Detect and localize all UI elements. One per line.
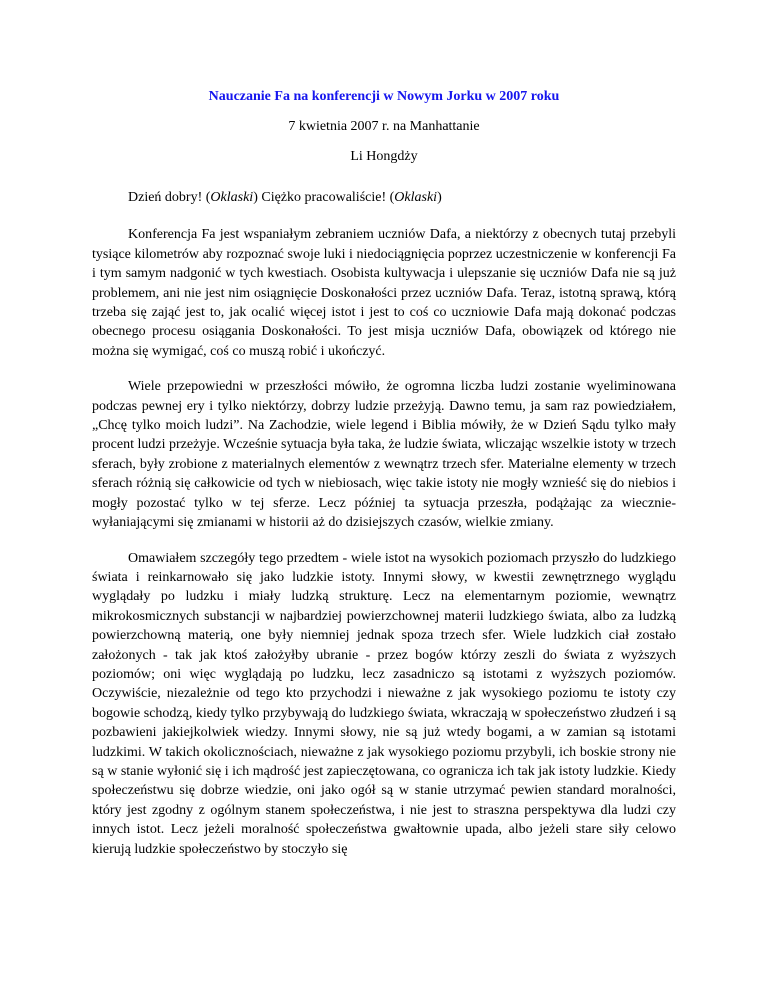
document-date-place: 7 kwietnia 2007 r. na Manhattanie: [288, 119, 480, 134]
body-paragraph-2: Wiele przepowiedni w przeszłości mówiło, że ogromna liczba ludzi zostanie wyeliminowana podczas pewnej ery i tylko niektórzy, dobrzy ludzie przeżyją. Dawno temu, ja sam raz powiedziałem, „Chcę tylko moich ludzi”. Na Zachodzie, wiele legend i Biblia mówiły, że w Dzień Sądu tylko mały procent ludzi przeżyje. Wcześnie sytuacja była taka, że ludzie świata, wliczając wszelkie istoty w trzech sferach, były zrobione z materialnych elementów z wewnątrz trzech sfer. Materialne elementy w trzech sferach różnią się całkowicie od tych w niebiosach, więc takie istoty nie mogły wznieść się do niebios i mogły pozostać tylko w tej sferze. Lecz później ta sytuacja przeszła, podążając za wiecznie-wyłaniającymi się zmianami w historii aż do dzisiejszych czasów, wielkie zmiany.: [92, 379, 676, 531]
document-author: Li Hongdży: [350, 149, 418, 164]
applause-note-2: Oklaski: [394, 190, 438, 205]
document-title: Nauczanie Fa na konferencji w Nowym Jorku w 2007 roku: [208, 89, 560, 104]
greeting-text-2: ) Ciężko pracowaliście! (: [253, 190, 395, 205]
applause-note-1: Oklaski: [210, 190, 254, 205]
greeting-paragraph: [92, 188, 676, 207]
greeting-text-1: Dzień dobry! (: [128, 190, 211, 205]
greeting-text-3: ): [437, 190, 442, 205]
body-paragraph-1: Konferencja Fa jest wspaniałym zebraniem uczniów Dafa, a niektórzy z obecnych tutaj przebyli tysiące kilometrów aby rozpoznać swoje luki i niedociągnięcia poprzez uczestniczenie w konferencji Fa i tym samym nadgonić w tych kwestiach. Osobista kultywacja i ulepszanie się uczniów Dafa nie są już problemem, ani nie jest nim osiągnięcie Doskonałości przez uczniów Dafa. Teraz, istotną sprawą, którą trzeba się zająć jest to, jak ocalić więcej istot i jest to coś co uczniowie Dafa mają dokonać podczas obecnego procesu osiągania Doskonałości. To jest misja uczniów Dafa, obowiązek od którego nie można się wymigać, coś co muszą robić i ukończyć.: [92, 227, 676, 359]
body-paragraph-3: Omawiałem szczegóły tego przedtem - wiele istot na wysokich poziomach przyszło do ludzkiego świata i reinkarnowało się jako ludzkie istoty. Innymi słowy, w kwestii zewnętrznego wyglądu wyglądały po ludzku i miały ludzką strukturę. Lecz na elementarnym poziomie, wewnątrz mikrokosmicznych substancji w najbardziej powierzchownej materii ludzkiego świata, albo za ludzką powierzchowną materią, one były niemniej jednak spoza trzech sfer. Wiele ludzkich ciał zostało założonych - tak jak ktoś założyłby ubranie - przez bogów którzy zeszli do świata z wyższych poziomów; oni więc wyglądają po ludzku, lecz zasadniczo są istotami z wyższych poziomów. Oczywiście, niezależnie od tego kto przychodzi i nieważne z jak wysokiego poziomu te istoty czy bogowie schodzą, kiedy tylko przybywają do ludzkiego świata, wkraczają w społeczeństwo złudzeń i są pozbawieni jakiejkolwiek wiedzy. Innymi słowy, nie są już wtedy bogami, a w zamian są istotami ludzkimi. W takich okolicznościach, nieważne z jak wysokiego poziomu przybyli, ich boskie strony nie są w stanie wyłonić się i ich mądrość jest zapieczętowana, co ogranicza ich tak jak istoty ludzkie. Kiedy społeczeństwu się dobrze wiedzie, oni jako ogół są w stanie utrzymać pewien standard moralności, który jest zgodny z ogólnym stanem społeczeństwa, i nie jest to straszna perspektywa dla ludzi czy innych istot. Lecz jeżeli moralność społeczeństwa gwałtownie upada, albo jeżeli stare siły celowo kierują ludzkie społeczeństwo by stoczyło się: [92, 550, 676, 857]
